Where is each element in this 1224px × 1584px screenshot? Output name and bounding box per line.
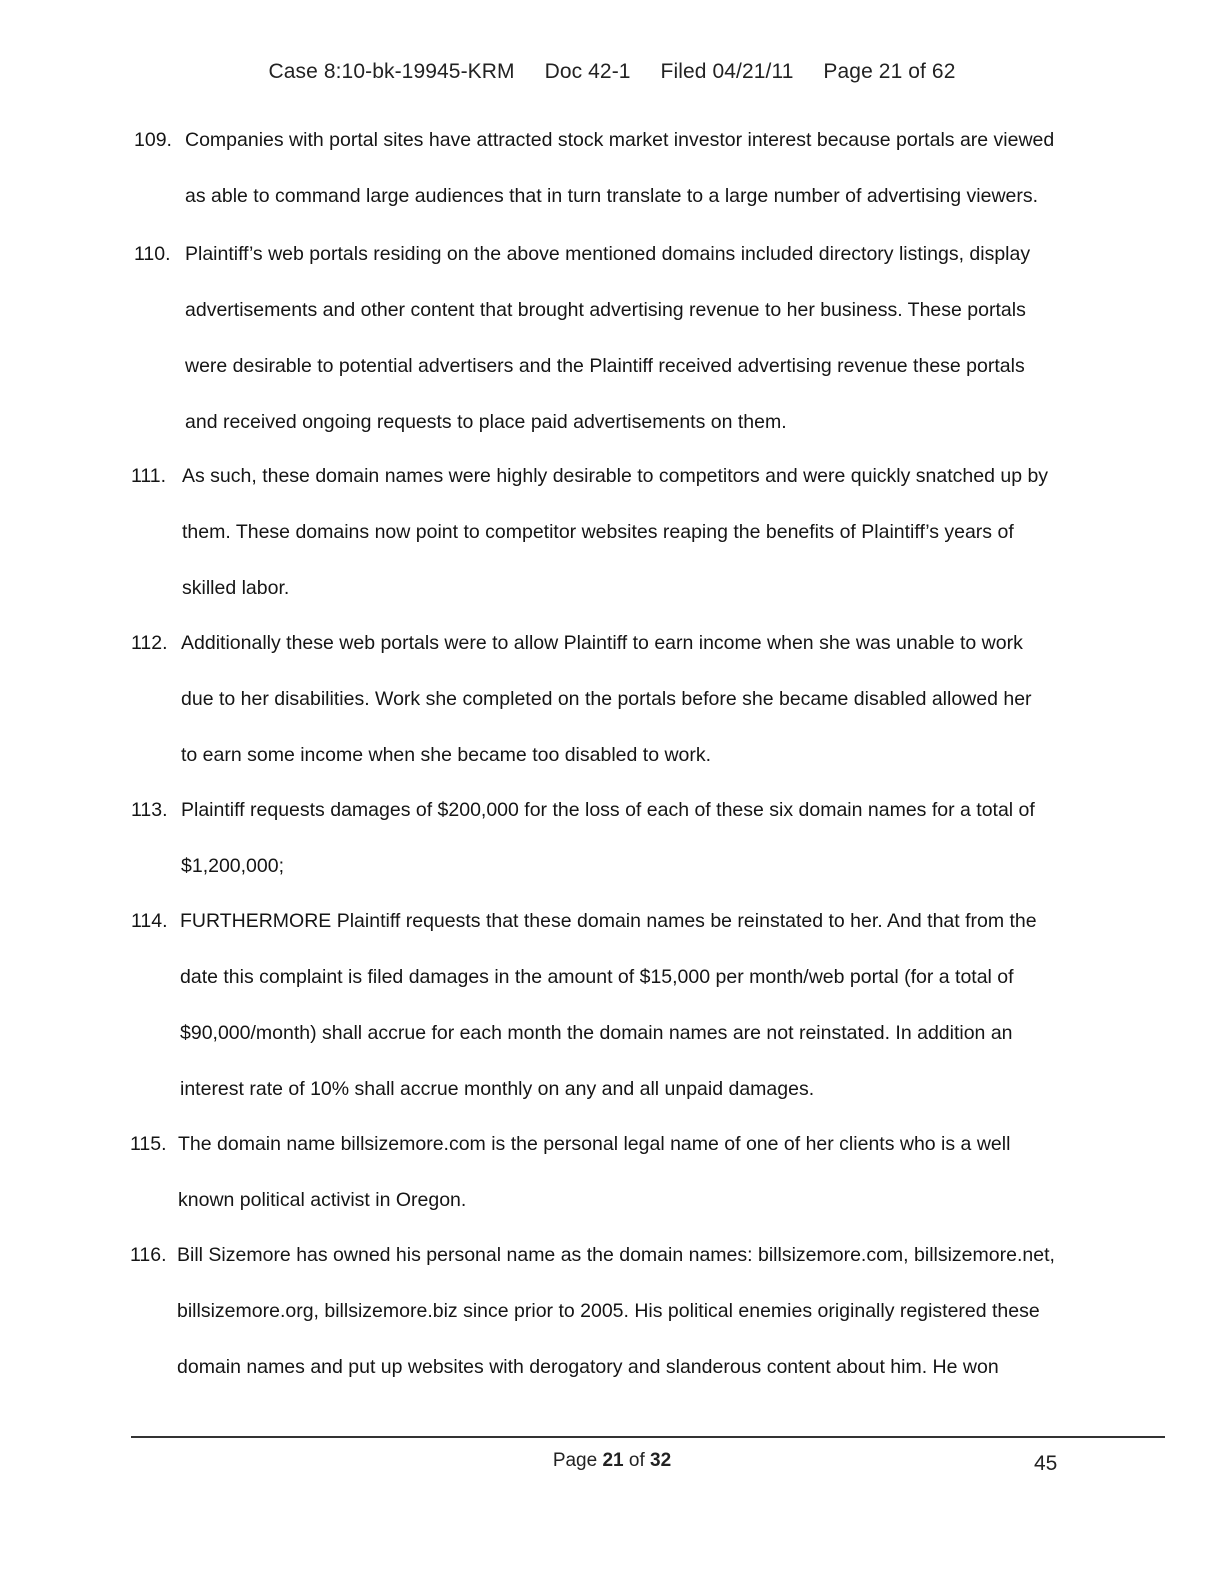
paragraph-line: them. These domains now point to competitor websites reaping the benefits of Plaintiff’s years of: [182, 521, 1014, 543]
paragraph-line: interest rate of 10% shall accrue monthly on any and all unpaid damages.: [180, 1078, 815, 1100]
page-header: [0, 60, 1224, 84]
paragraph-line: Companies with portal sites have attracted stock market investor interest because portals are viewed: [185, 129, 1055, 151]
paragraph-line: Bill Sizemore has owned his personal name as the domain names: billsizemore.com, billsizemore.net,: [177, 1244, 1055, 1266]
paragraph-112: [131, 615, 1032, 783]
paragraph-line: As such, these domain names were highly desirable to competitors and were quickly snatched up by: [182, 465, 1049, 487]
paragraph-number: 111.: [131, 465, 167, 487]
footer-divider: [131, 1436, 1165, 1438]
paragraph-number: 114.: [131, 910, 168, 932]
footer-page-total: 32: [650, 1450, 672, 1471]
paragraph-line: billsizemore.org, billsizemore.biz since prior to 2005. His political enemies originally registered these: [177, 1300, 1040, 1322]
filed-date: Filed 04/21/11: [660, 60, 794, 83]
footer-of-word: of: [628, 1450, 645, 1471]
paragraph-line: Additionally these web portals were to allow Plaintiff to earn income when she was unable to work: [181, 632, 1023, 654]
footer-page-word: Page: [552, 1450, 598, 1471]
paragraph-line: $1,200,000;: [181, 855, 285, 877]
exhibit-page-stamp: 45: [1034, 1452, 1058, 1475]
paragraph-line: and received ongoing requests to place paid advertisements on them.: [185, 411, 787, 433]
paragraph-line: Plaintiff requests damages of $200,000 for the loss of each of these six domain names for a total of: [181, 799, 1035, 821]
paragraph-line: domain names and put up websites with derogatory and slanderous content about him. He won: [177, 1356, 999, 1378]
paragraph-109: [134, 112, 1054, 224]
paragraph-111: [131, 448, 1048, 616]
paragraph-line: Plaintiff’s web portals residing on the above mentioned domains included directory listings, display: [185, 243, 1031, 265]
header-page: Page 21 of 62: [823, 60, 956, 83]
paragraph-line: due to her disabilities. Work she completed on the portals before she became disabled allowed her: [181, 688, 1032, 710]
paragraph-line: date this complaint is filed damages in the amount of $15,000 per month/web portal (for a total of: [180, 966, 1014, 988]
paragraph-110: [134, 226, 1030, 450]
paragraph-116: [130, 1227, 1055, 1395]
paragraph-line: to earn some income when she became too disabled to work.: [181, 744, 712, 766]
doc-number: Doc 42-1: [544, 60, 631, 83]
paragraph-line: were desirable to potential advertisers and the Plaintiff received advertising revenue these portals: [185, 355, 1025, 377]
paragraph-line: as able to command large audiences that in turn translate to a large number of advertising viewers.: [185, 185, 1039, 207]
paragraph-number: 109.: [134, 129, 172, 151]
paragraph-115: [130, 1116, 1010, 1228]
paragraph-number: 113.: [131, 799, 168, 821]
paragraph-number: 110.: [134, 243, 171, 265]
paragraph-line: $90,000/month) shall accrue for each month the domain names are not reinstated. In addition an: [180, 1022, 1013, 1044]
paragraph-line: skilled labor.: [182, 577, 290, 599]
paragraph-line: known political activist in Oregon.: [178, 1189, 467, 1211]
paragraph-line: The domain name billsizemore.com is the personal legal name of one of her clients who is a well: [178, 1133, 1011, 1155]
paragraph-line: advertisements and other content that brought advertising revenue to her business. These portals: [185, 299, 1026, 321]
case-number: Case 8:10-bk-19945-KRM: [268, 60, 515, 83]
paragraph-number: 116.: [130, 1244, 167, 1266]
paragraph-number: 115.: [130, 1133, 167, 1155]
paragraph-113: [131, 782, 1035, 894]
paragraph-line: FURTHERMORE Plaintiff requests that these domain names be reinstated to her. And that from the: [180, 910, 1037, 932]
footer-page-current: 21: [602, 1450, 624, 1471]
paragraph-number: 112.: [131, 632, 168, 654]
paragraph-114: [131, 893, 1037, 1117]
